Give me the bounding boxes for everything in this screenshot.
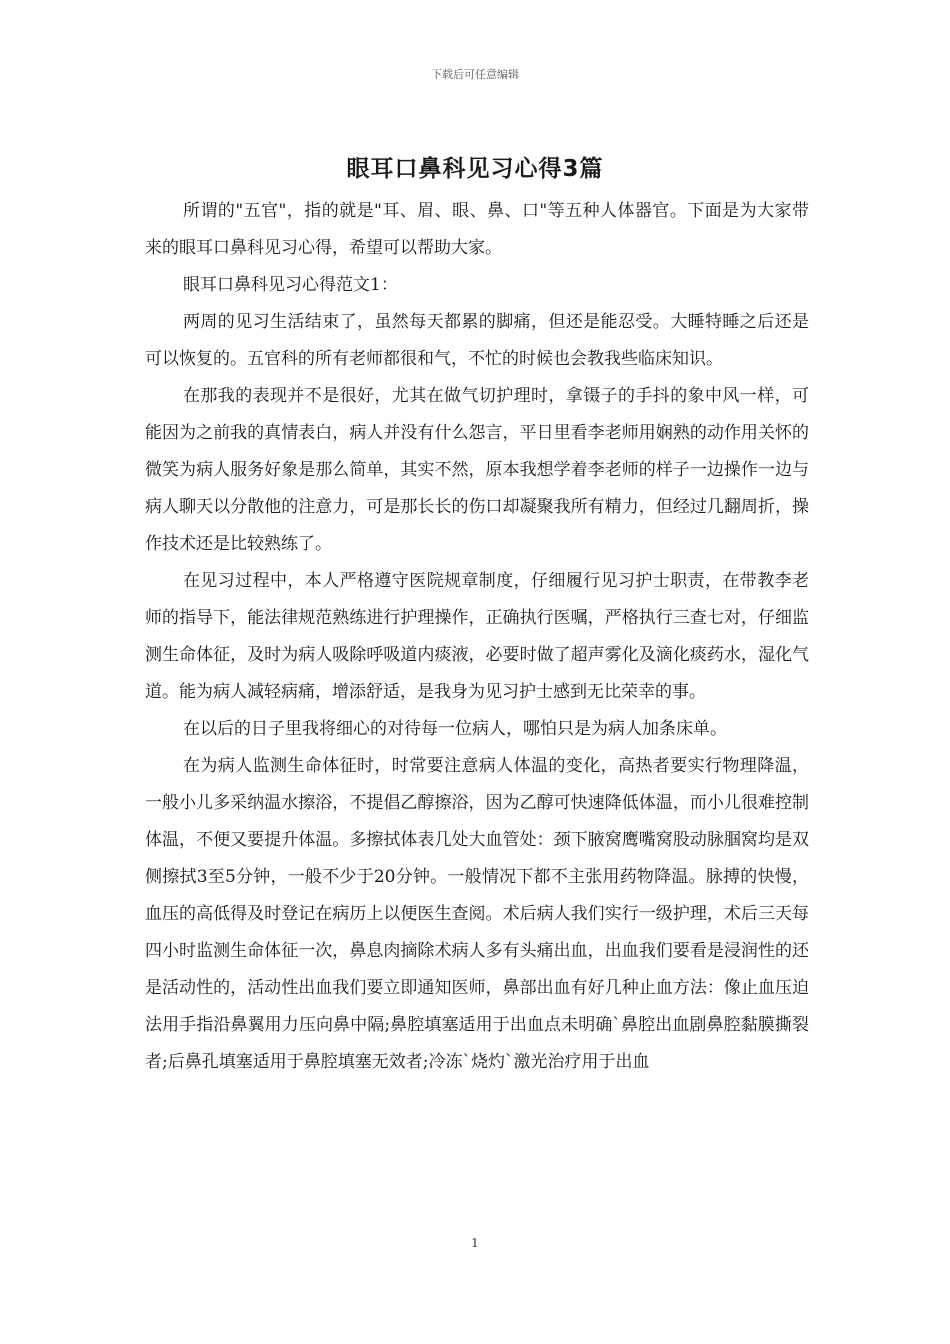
- paragraph: 在以后的日子里我将细心的对待每一位病人，哪怕只是为病人加条床单。: [183, 719, 727, 739]
- paragraph-intro: 所谓的"五官"，指的就是"耳、眉、眼、鼻、口"等五种人体器官。下面是为大家带来的眼耳口鼻科见习心得，希望可以帮助大家。: [145, 201, 809, 258]
- paragraph: 两周的见习生活结束了，虽然每天都累的脚痛，但还是能忍受。大睡特睡之后还是可以恢复的。五官科的所有老师都很和气，不忙的时候也会教我些临床知识。: [145, 312, 809, 369]
- header-note: 下载后可任意编辑: [431, 68, 519, 81]
- document-title: 眼耳口鼻科见习心得3篇: [346, 156, 604, 182]
- page-number: 1: [471, 1236, 479, 1250]
- paragraph: 在那我的表现并不是很好，尤其在做气切护理时，拿镊子的手抖的象中风一样，可能因为之前我的真情表白，病人并没有什么怨言，平日里看李老师用娴熟的动作用关怀的微笑为病人服务好象是那么简单，其实不然，原本我想学着李老师的样子一边操作一边与病人聊天以分散他的注意力，可是那长长的伤口却凝聚我所有精力，但经过几翻周折，操作技术还是比较熟练了。: [145, 386, 809, 554]
- paragraph: 在为病人监测生命体征时，时常要注意病人体温的变化，高热者要实行物理降温，一般小儿多采纳温水擦浴，不提倡乙醇擦浴，因为乙醇可快速降低体温，而小儿很难控制体温，不便又要提升体温。多擦拭体表几处大血管处：颈下腋窝鹰嘴窝股动脉腘窝均是双侧擦拭3至5分钟，一般不少于20分钟。一般情况下都不主张用药物降温。脉搏的快慢，血压的高低得及时登记在病历上以便医生查阅。术后病人我们实行一级护理，术后三天每四小时监测生命体征一次，鼻息肉摘除术病人多有头痛出血，出血我们要看是浸润性的还是活动性的，活动性出血我们要立即通知医师，鼻部出血有好几种止血方法：像止血压迫法用手指沿鼻翼用力压向鼻中隔;鼻腔填塞适用于出血点未明确`鼻腔出血剧鼻腔黏膜撕裂者;后鼻孔填塞适用于鼻腔填塞无效者;冷冻`烧灼`激光治疗用于出血: [145, 756, 809, 1072]
- document-body: [145, 193, 809, 1081]
- paragraph-sample-heading: 眼耳口鼻科见习心得范文1：: [183, 275, 398, 295]
- paragraph: 在见习过程中，本人严格遵守医院规章制度，仔细履行见习护士职责，在带教李老师的指导下，能法律规范熟练进行护理操作，正确执行医嘱，严格执行三查七对，仔细监测生命体征，及时为病人吸除呼吸道内痰液，必要时做了超声雾化及滴化痰药水，湿化气道。能为病人减轻病痛，增添舒适，是我身为见习护士感到无比荣幸的事。: [145, 571, 809, 702]
